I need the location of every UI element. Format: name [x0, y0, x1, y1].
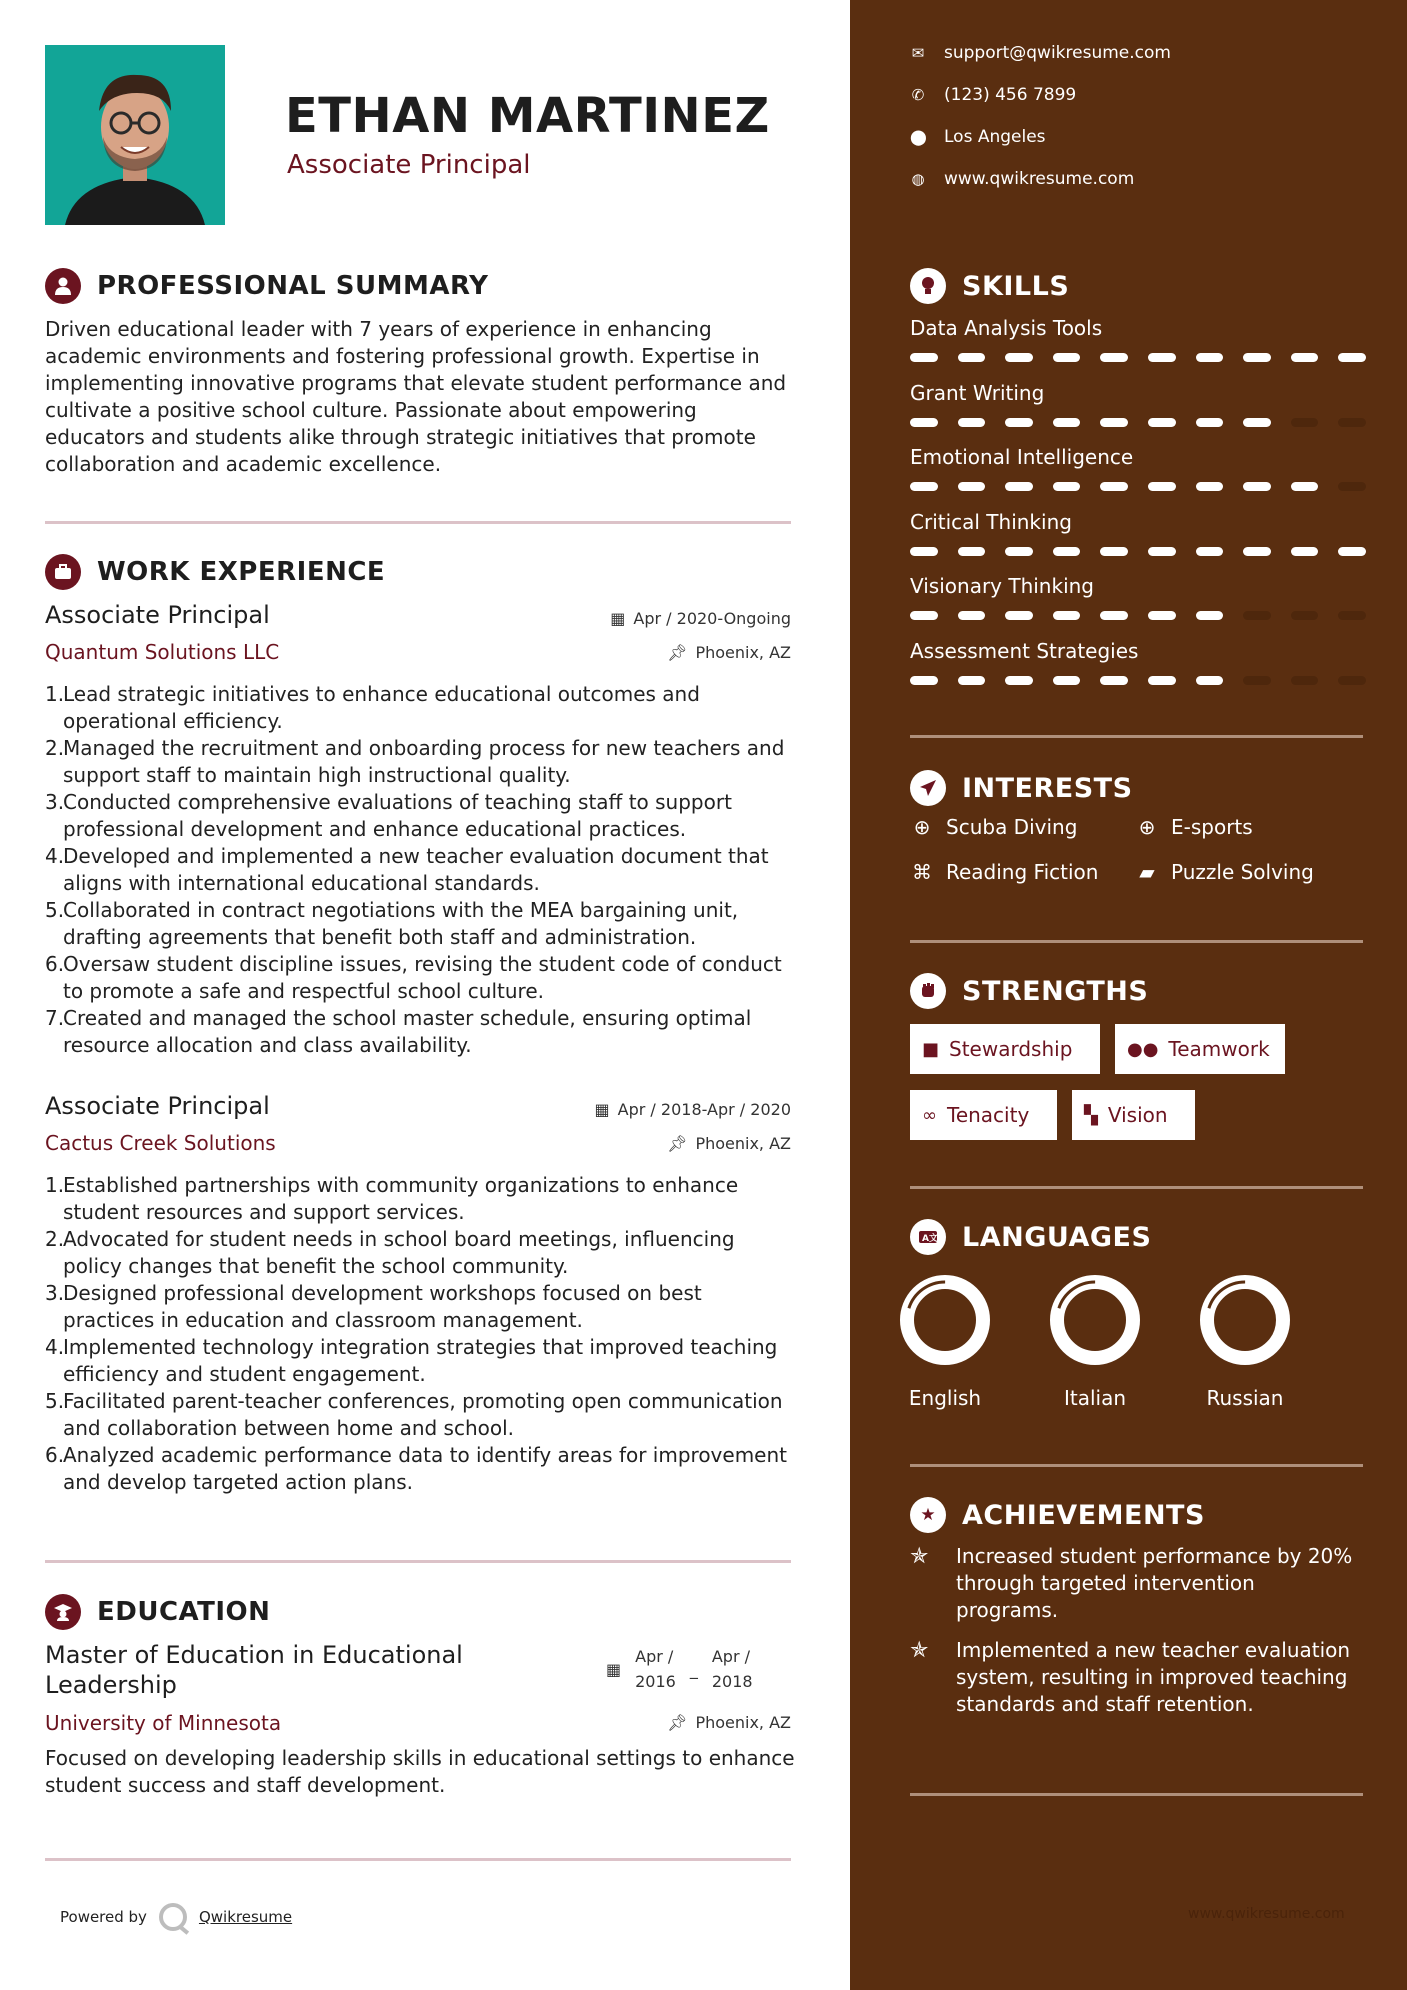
- languages-heading: LANGUAGES: [962, 1221, 1152, 1253]
- date-separator: _: [689, 1659, 698, 1679]
- skill-dash: [958, 482, 986, 491]
- achievements-header: [910, 1497, 1205, 1533]
- job-location-text: Phoenix, AZ: [695, 643, 791, 662]
- language-item: [880, 1272, 1010, 1410]
- skill-dash: [1053, 611, 1081, 620]
- globe-icon: ◍: [911, 170, 925, 188]
- skill-dash: [1243, 418, 1271, 427]
- list-item: 3. Conducted comprehensive evaluations of teaching staff to support professional development and enhance educational practices.: [45, 790, 732, 841]
- education-heading: EDUCATION: [97, 1597, 271, 1627]
- skill-dash: [1053, 418, 1081, 427]
- interests-header: [910, 770, 1133, 806]
- pin-icon: 📌︎: [667, 1134, 688, 1153]
- skill-dash: [1243, 611, 1271, 620]
- graduate-icon: [45, 1594, 81, 1630]
- pin-icon: 📌︎: [667, 1713, 688, 1732]
- achievement-text: Implemented a new teacher evaluation system, resulting in improved teaching standards and staff retention.: [956, 1638, 1351, 1716]
- strength-label: Vision: [1107, 1103, 1168, 1127]
- skill-dash: [1053, 547, 1081, 556]
- skill-dash: [910, 418, 938, 427]
- candidate-title: Associate Principal: [287, 150, 531, 180]
- divider: [910, 1793, 1363, 1796]
- job-company: Quantum Solutions LLC: [45, 640, 280, 664]
- skill-dash: [1338, 547, 1366, 556]
- education-description: Focused on developing leadership skills in educational settings to enhance student success and staff development.: [45, 1746, 795, 1797]
- language-name: Italian: [1063, 1386, 1127, 1410]
- skill-dash: [1005, 418, 1033, 427]
- skill-level-bar: [910, 676, 1366, 686]
- language-name: English: [908, 1386, 982, 1410]
- skill-dash: [910, 353, 938, 362]
- divider: [910, 1464, 1363, 1467]
- interest-item: [910, 860, 1098, 884]
- skill-dash: [1148, 482, 1176, 491]
- education-end: Apr / 2018: [711, 1647, 753, 1691]
- skill-dash: [1148, 676, 1176, 685]
- skill-dash: [1196, 418, 1224, 427]
- lifebuoy-icon: ⊕: [1138, 815, 1156, 839]
- job-duties: [45, 681, 795, 1059]
- job-location-text: Phoenix, AZ: [695, 1134, 791, 1153]
- skill-dash: [1100, 547, 1128, 556]
- svg-text:文: 文: [929, 1234, 938, 1244]
- divider: [45, 521, 791, 524]
- skill-dash: [1053, 482, 1081, 491]
- skill-name: Visionary Thinking: [910, 574, 1094, 598]
- interest-item: [910, 815, 1077, 839]
- experience-heading: WORK EXPERIENCE: [97, 557, 386, 587]
- interests-heading: INTERESTS: [962, 772, 1133, 804]
- skill-dash: [1243, 353, 1271, 362]
- skill-dash: [1243, 676, 1271, 685]
- contact-location: [910, 127, 1046, 147]
- skill-dash: [1196, 611, 1224, 620]
- map-marker-icon: ⬤: [910, 128, 927, 146]
- contact-phone: [910, 85, 1076, 105]
- skill-dash: [1291, 482, 1319, 491]
- strength-label: Tenacity: [947, 1103, 1030, 1127]
- contact-phone-text: (123) 456 7899: [944, 85, 1077, 105]
- divider: [45, 1560, 791, 1563]
- skill-dash: [1148, 547, 1176, 556]
- divider: [45, 1858, 791, 1861]
- paper-plane-icon: [910, 770, 946, 806]
- skill-dash: [1100, 353, 1128, 362]
- strength-label: Stewardship: [949, 1037, 1073, 1061]
- skill-dash: [1291, 353, 1319, 362]
- experience-header: [45, 554, 385, 590]
- divider: [910, 940, 1363, 943]
- briefcase-icon: [45, 554, 81, 590]
- interest-label: Puzzle Solving: [1171, 860, 1314, 884]
- skill-dash: [1053, 676, 1081, 685]
- contact-email-text: support@qwikresume.com: [944, 43, 1171, 63]
- qwikresume-logo-icon: [159, 1903, 187, 1931]
- strength-chip: [1072, 1090, 1195, 1140]
- user-icon: [45, 268, 81, 304]
- contact-website-text: www.qwikresume.com: [944, 169, 1135, 189]
- skill-dash: [1005, 353, 1033, 362]
- language-item: [1180, 1272, 1310, 1410]
- summary-header: [45, 268, 488, 304]
- calendar-icon: ▦: [610, 609, 626, 628]
- envelope-icon: ✉: [911, 44, 925, 62]
- users-icon: ●●: [1127, 1038, 1159, 1060]
- skill-dash: [1196, 482, 1224, 491]
- job-location: [667, 643, 791, 662]
- skill-dash: [1338, 482, 1366, 491]
- list-item: 6. Oversaw student discipline issues, revising the student code of conduct to promote a safe and respectful school culture.: [45, 952, 782, 1003]
- interest-item: [1135, 815, 1253, 839]
- skill-dash: [1005, 482, 1033, 491]
- interest-label: E-sports: [1171, 815, 1253, 839]
- lifebuoy-icon: ⊕: [913, 815, 931, 839]
- skill-name: Assessment Strategies: [910, 638, 1139, 663]
- list-item: 2. Managed the recruitment and onboarding process for new teachers and support staff to maintain high instructional quality.: [45, 736, 785, 787]
- degree: Master of Education in Educational Leadership: [45, 1641, 463, 1699]
- strengths-header: [910, 973, 1148, 1009]
- education-location: [667, 1713, 791, 1732]
- star-badge-icon: ★: [910, 1497, 946, 1533]
- strengths-heading: STRENGTHS: [962, 975, 1149, 1007]
- job-dates: [595, 1100, 791, 1119]
- divider: [910, 735, 1363, 738]
- achievements-heading: ACHIEVEMENTS: [962, 1499, 1205, 1531]
- skill-dash: [1196, 547, 1224, 556]
- job-dates-text: Apr / 2018-Apr / 2020: [617, 1100, 791, 1119]
- language-icon: [910, 1219, 946, 1255]
- language-item: [1030, 1272, 1160, 1410]
- skill-dash: [1005, 547, 1033, 556]
- calendar-icon: ▦: [606, 1659, 622, 1679]
- skill-dash: [1148, 418, 1176, 427]
- sidebar: [850, 0, 1407, 1990]
- svg-text:A: A: [922, 1234, 929, 1244]
- list-item: 2. Advocated for student needs in school board meetings, influencing policy changes that benefit the school community.: [45, 1227, 735, 1278]
- skill-dash: [1291, 676, 1319, 685]
- link-icon: ∞: [922, 1104, 937, 1126]
- interest-label: Reading Fiction: [946, 860, 1099, 884]
- skill-dash: [1100, 482, 1128, 491]
- skill-dash: [1196, 353, 1224, 362]
- interest-item: [1135, 860, 1314, 884]
- list-item: 6. Analyzed academic performance data to identify areas for improvement and develop targeted action plans.: [45, 1443, 787, 1494]
- skills-heading: SKILLS: [962, 270, 1070, 302]
- candidate-name: ETHAN MARTINEZ: [285, 88, 770, 144]
- skill-level-bar: [910, 547, 1366, 557]
- star-icon: ✯: [910, 1638, 929, 1663]
- list-item: 5. Facilitated parent-teacher conferences, promoting open communication and collaboration between home and school.: [45, 1389, 783, 1440]
- strength-chip: [910, 1090, 1057, 1140]
- briefcase-icon: ■: [922, 1038, 940, 1060]
- achievement-text: Increased student performance by 20% through targeted intervention programs.: [956, 1544, 1353, 1622]
- skill-dash: [958, 418, 986, 427]
- skill-dash: [910, 611, 938, 620]
- avatar: [45, 45, 225, 225]
- job-dates-text: Apr / 2020-Ongoing: [633, 609, 791, 628]
- job-title: Associate Principal: [45, 1092, 270, 1120]
- skill-name: Data Analysis Tools: [910, 316, 1103, 340]
- skill-dash: [1291, 418, 1319, 427]
- skill-dash: [1005, 676, 1033, 685]
- skill-dash: [958, 676, 986, 685]
- language-level-ring: [1197, 1272, 1293, 1368]
- job-company: Cactus Creek Solutions: [45, 1131, 276, 1155]
- star-icon: ✯: [910, 1544, 929, 1569]
- interest-label: Scuba Diving: [946, 815, 1078, 839]
- strength-chip: [1115, 1024, 1285, 1074]
- skill-dash: [1100, 611, 1128, 620]
- skill-dash: [1053, 353, 1081, 362]
- lightbulb-icon: [910, 268, 946, 304]
- skill-dash: [958, 611, 986, 620]
- language-name: Russian: [1206, 1386, 1284, 1410]
- profile-photo: [45, 45, 225, 225]
- languages-header: [910, 1219, 1151, 1255]
- strength-label: Teamwork: [1168, 1037, 1270, 1061]
- skill-dash: [1338, 353, 1366, 362]
- job-duties: [45, 1172, 795, 1496]
- strength-chip: [910, 1024, 1100, 1074]
- skills-header: [910, 268, 1069, 304]
- education-location-text: Phoenix, AZ: [695, 1713, 791, 1732]
- contact-email[interactable]: [910, 43, 1171, 63]
- skill-dash: [1005, 611, 1033, 620]
- skill-level-bar: [910, 353, 1366, 363]
- skill-level-bar: [910, 482, 1366, 492]
- summary-text: Driven educational leader with 7 years of experience in enhancing academic environments and fostering professional growth. Expertise in implementing innovative programs that elevate student performance and cultivate a positive school culture. Passionate about empowering educators and students alike through strategic initiatives that promote collaboration and academic excellence.: [45, 317, 787, 476]
- list-item: 4. Developed and implemented a new teacher evaluation document that aligns with international educational standards.: [45, 844, 769, 895]
- gamepad-icon: ⌘: [912, 860, 932, 884]
- skill-dash: [1338, 418, 1366, 427]
- language-level-ring: [897, 1272, 993, 1368]
- summary-heading: PROFESSIONAL SUMMARY: [97, 271, 489, 301]
- contact-website[interactable]: [910, 169, 1134, 189]
- skill-dash: [958, 353, 986, 362]
- language-level-ring: [1047, 1272, 1143, 1368]
- list-item: 1. Established partnerships with community organizations to enhance student resources and support services.: [45, 1173, 739, 1224]
- watermark: www.qwikresume.com: [1188, 1906, 1345, 1922]
- divider: [910, 1186, 1363, 1189]
- skill-name: Critical Thinking: [910, 509, 1072, 534]
- skill-name: Emotional Intelligence: [910, 445, 1134, 469]
- skill-dash: [1148, 353, 1176, 362]
- job-dates: [610, 609, 791, 628]
- education-dates: [606, 1644, 753, 1694]
- list-item: 5. Collaborated in contract negotiations with the MEA bargaining unit, drafting agreements that benefit both staff and administration.: [45, 898, 739, 949]
- skill-dash: [910, 547, 938, 556]
- job-title: Associate Principal: [45, 601, 270, 629]
- skill-dash: [910, 676, 938, 685]
- fist-icon: [910, 973, 946, 1009]
- achievement-item: [910, 1543, 1360, 1624]
- skill-dash: [1291, 611, 1319, 620]
- calendar-icon: ▦: [594, 1100, 610, 1119]
- phone-icon: ✆: [911, 86, 925, 104]
- list-item: 7. Created and managed the school master schedule, ensuring optimal resource allocation and class availability.: [45, 1006, 752, 1057]
- skill-dash: [1148, 611, 1176, 620]
- list-item: 3. Designed professional development workshops focused on best practices in education and classroom management.: [45, 1281, 702, 1332]
- education-start: Apr / 2016: [635, 1647, 676, 1691]
- powered-by: [60, 1903, 292, 1931]
- list-item: 1. Lead strategic initiatives to enhance educational outcomes and operational efficiency.: [45, 682, 700, 733]
- contact-location-text: Los Angeles: [944, 127, 1046, 147]
- book-icon: ▰: [1139, 860, 1155, 884]
- skill-dash: [1100, 418, 1128, 427]
- achievement-item: [910, 1637, 1360, 1718]
- skill-level-bar: [910, 418, 1366, 428]
- skill-level-bar: [910, 611, 1366, 621]
- skill-dash: [1338, 676, 1366, 685]
- pin-icon: 📌︎: [667, 643, 688, 662]
- skill-dash: [1100, 676, 1128, 685]
- skill-dash: [910, 482, 938, 491]
- skill-dash: [1291, 547, 1319, 556]
- powered-by-label: Powered by: [60, 1908, 147, 1926]
- skill-dash: [1243, 547, 1271, 556]
- skill-dash: [1243, 482, 1271, 491]
- qwikresume-link[interactable]: Qwikresume: [198, 1908, 293, 1926]
- education-header: [45, 1594, 270, 1630]
- school: University of Minnesota: [45, 1711, 282, 1735]
- skill-dash: [1338, 611, 1366, 620]
- binoculars-icon: ▚: [1084, 1104, 1098, 1126]
- skill-name: Grant Writing: [910, 380, 1045, 405]
- skill-dash: [1196, 676, 1224, 685]
- skill-dash: [958, 547, 986, 556]
- list-item: 4. Implemented technology integration strategies that improved teaching efficiency and student engagement.: [45, 1335, 778, 1386]
- job-location: [667, 1134, 791, 1153]
